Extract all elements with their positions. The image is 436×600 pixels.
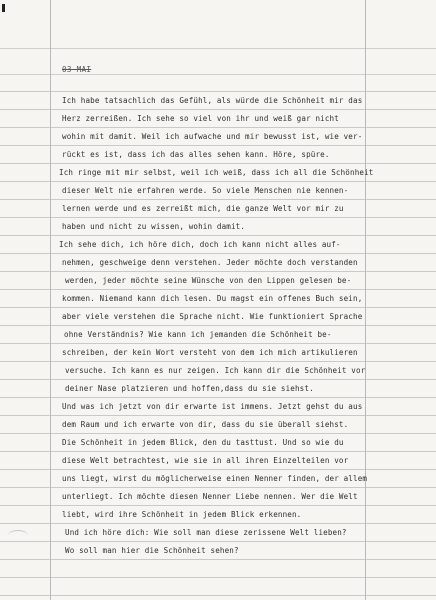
left-margin-line bbox=[50, 0, 51, 600]
text-line: Ich ringe mit mir selbst, weil ich weiß, dass ich all die Schönheit bbox=[59, 168, 374, 177]
date-heading: 03 MAI bbox=[62, 65, 92, 74]
text-line: schreiben, der kein Wort versteht von dem ich mich artikulieren bbox=[62, 348, 358, 357]
text-line: Wo soll man hier die Schönheit sehen? bbox=[65, 546, 239, 555]
text-line: nehmen, geschweige denn verstehen. Jeder möchte doch verstanden bbox=[62, 258, 358, 267]
rule-line bbox=[0, 74, 436, 75]
text-line: Ich habe tatsachlich das Gefühl, als würde die Schönheit mir das bbox=[62, 96, 363, 105]
text-line: lernen werde und es zerreißt mich, die ganze Welt vor mir zu bbox=[62, 204, 344, 213]
text-line: Ich sehe dich, ich höre dich, doch ich kann nicht alles auf- bbox=[59, 240, 341, 249]
text-line: deiner Nase platzieren und hoffen,dass du sie siehst. bbox=[65, 384, 314, 393]
text-line: Die Schönheit in jedem Blick, den du tasttust. Und so wie du bbox=[62, 438, 344, 447]
text-line: unterliegt. Ich möchte diesen Nenner Liebe nennen. Wer die Welt bbox=[62, 492, 358, 501]
text-line: wohin mit damit. Weil ich aufwache und mir bewusst ist, wie ver- bbox=[62, 132, 363, 141]
text-line: versuche. Ich kann es nur zeigen. Ich kann dir die Schönheit vor bbox=[65, 366, 366, 375]
corner-mark bbox=[2, 4, 5, 12]
text-line: dieser Welt nie erfahren werde. So viele Menschen nie kennen- bbox=[62, 186, 349, 195]
text-line: uns liegt, wirst du möglicherweise einen Nenner finden, der allem bbox=[62, 474, 368, 483]
pencil-mark bbox=[8, 530, 28, 541]
text-line: rückt es ist, dass ich das alles sehen kann. Höre, spüre. bbox=[62, 150, 330, 159]
text-line: diese Welt betrachtest, wie sie in all ihren Einzelteilen vor bbox=[62, 456, 349, 465]
text-line: Und ich höre dich: Wie soll man diese zerissene Welt lieben? bbox=[65, 528, 347, 537]
rule-line bbox=[0, 48, 436, 49]
text-line: Herz zerreißen. Ich sehe so viel von ihr und weiß gar nicht bbox=[62, 114, 339, 123]
text-line: ohne Verständnis? Wie kann ich jemanden die Schönheit be- bbox=[64, 330, 332, 339]
text-line: kommen. Niemand kann dich lesen. Du magst ein offenes Buch sein, bbox=[62, 294, 363, 303]
text-line: aber viele verstehen die Sprache nicht. Wie funktioniert Sprache bbox=[62, 312, 363, 321]
page-header-area bbox=[0, 0, 436, 74]
text-line: haben und nicht zu wissen, wohin damit. bbox=[62, 222, 246, 231]
text-line: dem Raum und ich erwarte von dir, dass du sie überall siehst. bbox=[62, 420, 349, 429]
text-line: liebt, wird ihre Schönheit in jedem Blick erkennen. bbox=[62, 510, 302, 519]
text-line: Und was ich jetzt von dir erwarte ist immens. Jetzt gehst du aus bbox=[62, 402, 363, 411]
right-margin-line bbox=[365, 0, 366, 600]
text-line: werden, jeder möchte seine Wünsche von den Lippen gelesen be- bbox=[65, 276, 352, 285]
